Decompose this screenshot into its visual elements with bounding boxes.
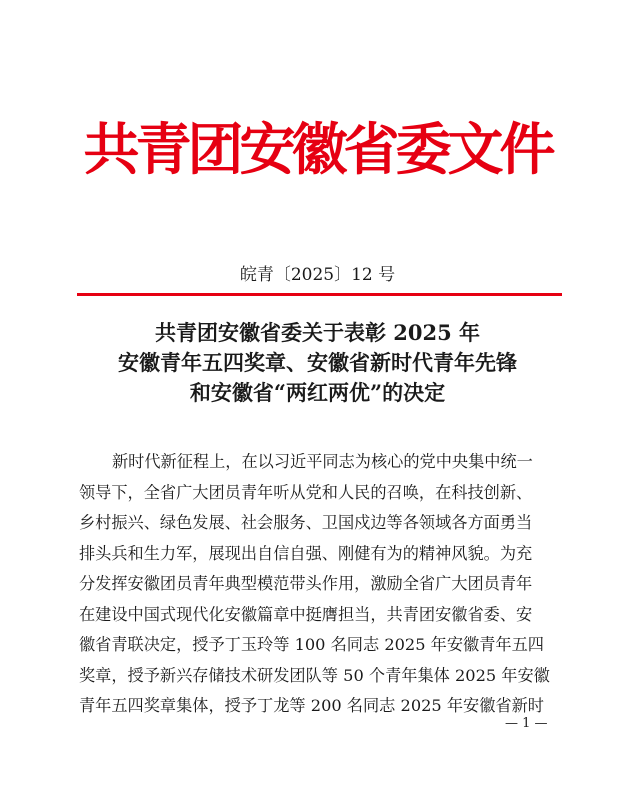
masthead-title: 共青团安徽省委文件: [83, 117, 552, 183]
title-line: 共青团安徽省委关于表彰 2025 年: [154, 320, 481, 345]
body-line: 乡村振兴、绿色发展、社会服务、卫国戍边等各领域各方面勇当: [79, 513, 533, 532]
document-title: [0, 318, 635, 408]
body-line: 徽省青联决定，授予丁玉玲等 100 名同志 2025 年安徽青年五四: [79, 635, 544, 654]
title-line: 安徽青年五四奖章、安徽省新时代青年先锋: [118, 350, 517, 375]
body-line: 排头兵和生力军，展现出自信自强、刚健有为的精神风貌。为充: [79, 543, 533, 563]
body-line: 奖章，授予新兴存储技术研发团队等 50 个青年集体 2025 年安徽: [79, 665, 550, 685]
page-number: — 1 —: [505, 716, 548, 731]
document-number: 皖青〔2025〕12 号: [239, 265, 396, 285]
body-line: 领导下，全省广大团员青年听从党和人民的召唤，在科技创新、: [79, 482, 533, 502]
title-line: 和安徽省“两红两优”的决定: [189, 380, 446, 405]
body-line: 青年五四奖章集体，授予丁龙等 200 名同志 2025 年安徽省新时: [79, 696, 544, 715]
body-line: 在建设中国式现代化安徽篇章中挺膺担当，共青团安徽省委、安: [79, 604, 533, 624]
red-separator-rule: [77, 293, 562, 296]
body-line: 分发挥安徽团员青年典型模范带头作用，激励全省广大团员青年: [79, 574, 533, 593]
body-text: [79, 447, 567, 722]
body-line: 新时代新征程上，在以习近平同志为核心的党中央集中统一: [112, 452, 533, 471]
